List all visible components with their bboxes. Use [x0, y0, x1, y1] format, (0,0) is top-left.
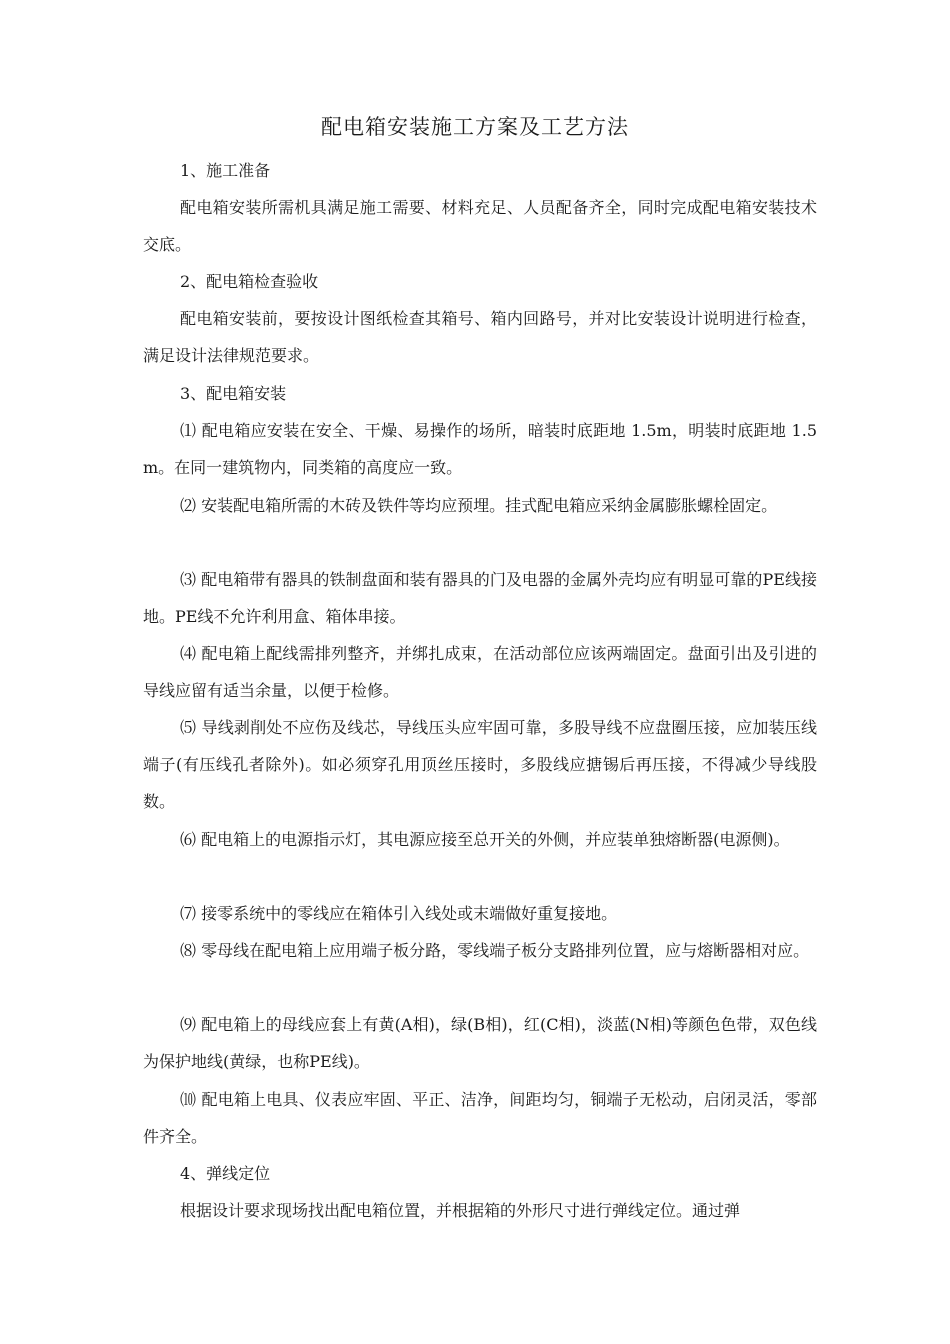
list-item-2: ⑵ 安装配电箱所需的木砖及铁件等均应预埋。挂式配电箱应采纳金属膨胀螺栓固定。: [180, 496, 778, 515]
section-heading-1: 1、施工准备: [180, 161, 271, 180]
list-item-5: ⑸ 导线剥削处不应伤及线芯，导线压头应牢固可靠，多股导线不应盘圈压接，应加装压线端子(有压线孔者除外)。如必须穿孔用顶丝压接时，多股线应搪锡后再压接，不得减少导线股数。: [143, 718, 817, 811]
section-heading-3: 3、配电箱安装: [180, 384, 287, 403]
list-item-8: ⑻ 零母线在配电箱上应用端子板分路，零线端子板分支路排列位置，应与熔断器相对应。: [180, 941, 810, 960]
section-heading-4: 4、弹线定位: [180, 1164, 271, 1183]
section-heading-2: 2、配电箱检查验收: [180, 272, 319, 291]
list-item-1: ⑴ 配电箱应安装在安全、干燥、易操作的场所，暗装时底距地 1.5m，明装时底距地 1.5m。在同一建筑物内，同类箱的高度应一致。: [143, 421, 817, 477]
document-title: 配电箱安装施工方案及工艺方法: [321, 115, 629, 139]
list-item-7: ⑺ 接零系统中的零线应在箱体引入线处或末端做好重复接地。: [180, 904, 618, 923]
paragraph-4: 根据设计要求现场找出配电箱位置，并根据箱的外形尺寸进行弹线定位。通过弹: [180, 1201, 741, 1220]
list-item-4: ⑷ 配电箱上配线需排列整齐，并绑扎成束，在活动部位应该两端固定。盘面引出及引进的导线应留有适当余量，以便于检修。: [143, 644, 817, 700]
list-item-10: ⑽ 配电箱上电具、仪表应牢固、平正、洁净，间距均匀，铜端子无松动，启闭灵活，零部件齐全。: [143, 1090, 817, 1146]
paragraph-2: 配电箱安装前，要按设计图纸检查其箱号、箱内回路号，并对比安装设计说明进行检查，满足设计法律规范要求。: [143, 309, 817, 365]
list-item-9: ⑼ 配电箱上的母线应套上有黄(A相)，绿(B相)，红(C相)，淡蓝(N相)等颜色色带，双色线为保护地线(黄绿，也称PE线)。: [143, 1015, 817, 1071]
list-item-6: ⑹ 配电箱上的电源指示灯，其电源应接至总开关的外侧，并应装单独熔断器(电源侧)。: [180, 830, 790, 849]
paragraph-1: 配电箱安装所需机具满足施工需要、材料充足、人员配备齐全，同时完成配电箱安装技术交底。: [143, 198, 817, 254]
list-item-3: ⑶ 配电箱带有器具的铁制盘面和装有器具的门及电器的金属外壳均应有明显可靠的PE线接地。PE线不允许利用盒、箱体串接。: [143, 570, 817, 626]
